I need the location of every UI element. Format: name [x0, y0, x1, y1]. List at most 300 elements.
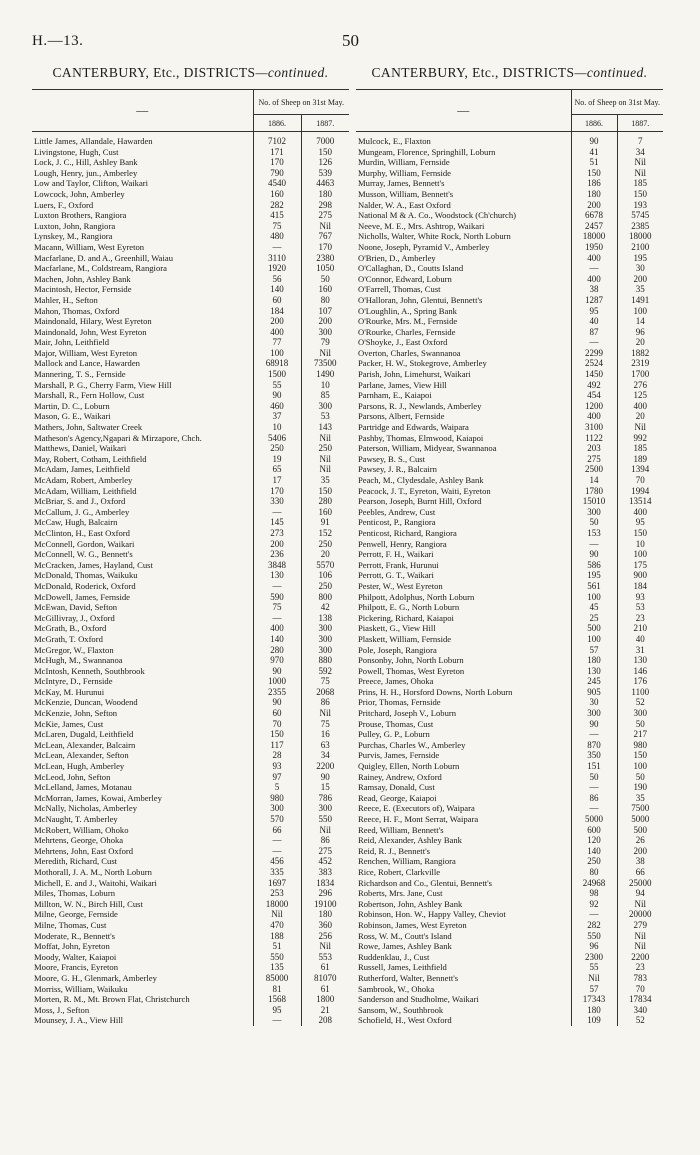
sheep-1887: 250 [301, 443, 349, 454]
sheep-1886: 57 [571, 984, 617, 995]
table-row [32, 178, 349, 189]
owner-name: Luxton Brothers, Rangiora [34, 210, 127, 221]
owner-name: Livingstone, Hugh, Cust [34, 146, 119, 157]
sheep-1886: 25 [571, 613, 617, 624]
right-title-main: CANTERBURY, Etc., DISTRICTS [371, 65, 575, 80]
sheep-1887: 16 [301, 729, 349, 740]
owner-name: Ross, W. M., Coutt's Island [358, 930, 452, 941]
sheep-1887: 143 [301, 422, 349, 433]
table-row [356, 422, 663, 433]
table-row [356, 719, 663, 730]
sheep-1886: 90 [571, 132, 617, 147]
sheep-1886: — [253, 242, 301, 253]
sheep-1886: 2524 [571, 358, 617, 369]
table-row [356, 189, 663, 200]
sheep-1887: 70 [617, 984, 663, 995]
table-row [32, 443, 349, 454]
table-row [356, 581, 663, 592]
table-row [32, 1015, 349, 1026]
owner-name: Machen, John, Ashley Bank [34, 273, 131, 284]
table-row [32, 962, 349, 973]
sheep-1887: 90 [301, 772, 349, 783]
table-row [32, 528, 349, 539]
sheep-1887: 38 [617, 856, 663, 867]
table-row [356, 210, 663, 221]
owner-name: Pester, W., West Eyreton [358, 580, 443, 591]
owner-name: O'Shoyke, J., East Oxford [358, 337, 448, 348]
sheep-1886: 186 [571, 178, 617, 189]
owner-name: Major, William, West Eyreton [34, 347, 138, 358]
sheep-1886: 245 [571, 676, 617, 687]
table-row [32, 878, 349, 889]
owner-name: McCracken, James, Hayland, Cust [34, 559, 153, 570]
sheep-1887: 35 [617, 284, 663, 295]
sheep-1886: 330 [253, 496, 301, 507]
owner-name: Marshall, P. G., Cherry Farm, View Hill [34, 379, 172, 390]
sheep-1886: 180 [571, 655, 617, 666]
table-row [32, 327, 349, 338]
sheep-1886: 335 [253, 867, 301, 878]
sheep-1886: 200 [253, 316, 301, 327]
owner-name: Peacock, J. T., Eyreton, Waiti, Eyreton [358, 485, 491, 496]
sheep-1887: 7000 [301, 132, 349, 147]
sheep-1886: 140 [253, 284, 301, 295]
sheep-1887: 93 [617, 592, 663, 603]
table-row [32, 337, 349, 348]
owner-name: Plaskett, William, Fernside [358, 633, 452, 644]
sheep-1886: 1568 [253, 994, 301, 1005]
sheep-1886: 51 [571, 157, 617, 168]
sheep-1886: 5000 [571, 814, 617, 825]
sheep-1887: 7500 [617, 803, 663, 814]
sheep-1886: 93 [253, 761, 301, 772]
sheep-1887: 180 [301, 189, 349, 200]
owner-name: Rainey, Andrew, Oxford [358, 771, 442, 782]
owner-name: Moore, Francis, Eyreton [34, 962, 119, 973]
table-row [32, 899, 349, 910]
owner-name: Purchas, Charles W., Amberley [358, 739, 466, 750]
sheep-1886: 81 [253, 984, 301, 995]
sheep-1887: 193 [617, 200, 663, 211]
sheep-1886: 480 [253, 231, 301, 242]
sheep-1886: 55 [253, 380, 301, 391]
table-row [32, 496, 349, 507]
sheep-1887: 85 [301, 390, 349, 401]
table-row [32, 645, 349, 656]
table-row [32, 132, 349, 147]
owner-name: McLelland, James, Motanau [34, 782, 132, 793]
owner-name: McKenzie, Duncan, Woodend [34, 697, 138, 708]
sheep-1887: 126 [301, 157, 349, 168]
sheep-1886: — [571, 803, 617, 814]
owner-name: Rice, Robert, Clarkville [358, 866, 441, 877]
owner-name: Pashby, Thomas, Elmwood, Kaiapoi [358, 432, 484, 443]
sheep-1887: Nil [301, 825, 349, 836]
table-row [32, 666, 349, 677]
table-row [356, 178, 663, 189]
table-row [356, 909, 663, 920]
sheep-1886: 470 [253, 920, 301, 931]
sheep-1887: 176 [617, 676, 663, 687]
table-row [32, 348, 349, 359]
owner-name: Perrott, F. H., Waikari [358, 549, 434, 560]
owner-name: Millton, W. N., Birch Hill, Cust [34, 898, 143, 909]
owner-name: Powell, Thomas, West Eyreton [358, 665, 465, 676]
sheep-1886: 95 [253, 1005, 301, 1016]
sheep-1887: 800 [301, 592, 349, 603]
table-row [32, 231, 349, 242]
sheep-1887: 150 [301, 486, 349, 497]
table-row [32, 920, 349, 931]
table-row [356, 793, 663, 804]
table-row [356, 973, 663, 984]
sheep-1887: 25000 [617, 878, 663, 889]
table-row [32, 221, 349, 232]
sheep-1886: 3100 [571, 422, 617, 433]
owner-name: Moffat, John, Eyreton [34, 941, 110, 952]
sheep-1887: Nil [617, 422, 663, 433]
sheep-1887: 300 [301, 623, 349, 634]
owner-name: Penticost, P., Rangiora [358, 517, 436, 528]
sheep-1886: 600 [571, 825, 617, 836]
owner-name: Piaskett, G., View Hill [358, 623, 436, 634]
table-row [356, 602, 663, 613]
owner-name: Robinson, James, West Eyreton [358, 919, 467, 930]
sheep-1887: Nil [301, 464, 349, 475]
sheep-1886: 1122 [571, 433, 617, 444]
owner-name: McLean, Alexander, Sefton [34, 750, 129, 761]
owner-name: Rowe, James, Ashley Bank [358, 941, 452, 952]
sheep-1887: 73500 [301, 358, 349, 369]
sheep-1886: 1450 [571, 369, 617, 380]
table-row [356, 263, 663, 274]
sheep-1887: 400 [617, 401, 663, 412]
sheep-1886: 3110 [253, 253, 301, 264]
table-row [32, 358, 349, 369]
sheep-1887: 150 [617, 528, 663, 539]
sheep-1886: 90 [571, 719, 617, 730]
sheep-1887: 400 [617, 507, 663, 518]
owner-name: Mathers, John, Saltwater Creek [34, 422, 143, 433]
left-name-header: — [32, 90, 253, 132]
page-reference: H.—13. [32, 33, 84, 49]
sheep-1886: 160 [253, 189, 301, 200]
sheep-1887: 185 [617, 178, 663, 189]
sheep-1887: 91 [301, 517, 349, 528]
sheep-1887: 63 [301, 740, 349, 751]
sheep-1886: 180 [571, 189, 617, 200]
sheep-1886: 68918 [253, 358, 301, 369]
sheep-1887: 66 [617, 867, 663, 878]
sheep-1886: 200 [253, 539, 301, 550]
table-row [356, 284, 663, 295]
sheep-1886: 85000 [253, 973, 301, 984]
sheep-1886: 456 [253, 856, 301, 867]
owner-name: Purvis, James, Fernside [358, 750, 440, 761]
table-row [32, 390, 349, 401]
sheep-1887: Nil [301, 708, 349, 719]
sheep-1886: 5 [253, 782, 301, 793]
table-row [32, 581, 349, 592]
sheep-1886: 275 [571, 454, 617, 465]
owner-name: Reid, R. J., Bennett's [358, 845, 430, 856]
sheep-1886: 400 [571, 253, 617, 264]
sheep-1887: 175 [617, 560, 663, 571]
owner-name: O'Farrell, Thomas, Cust [358, 284, 441, 295]
table-row [32, 973, 349, 984]
sheep-1887: 1882 [617, 348, 663, 359]
sheep-1887: 79 [301, 337, 349, 348]
sheep-1887: 992 [617, 433, 663, 444]
sheep-1886: 460 [253, 401, 301, 412]
owner-name: Pole, Joseph, Rangiora [358, 644, 437, 655]
table-row [32, 846, 349, 857]
owner-name: Robinson, Hon. W., Happy Valley, Cheviot [358, 909, 506, 920]
sheep-1886: 150 [571, 168, 617, 179]
table-row [32, 655, 349, 666]
sheep-1887: 61 [301, 984, 349, 995]
sheep-1886: 15010 [571, 496, 617, 507]
sheep-1886: 400 [253, 327, 301, 338]
sheep-1886: 400 [571, 411, 617, 422]
sheep-1886: 195 [571, 570, 617, 581]
table-row [32, 623, 349, 634]
sheep-1886: 40 [571, 316, 617, 327]
sheep-1886: 96 [571, 941, 617, 952]
table-row [32, 147, 349, 158]
sheep-1887: 75 [301, 676, 349, 687]
owner-name: McAdam, William, Leithfield [34, 485, 137, 496]
table-row [356, 676, 663, 687]
owner-name: Prins, H. H., Horsford Downs, North Loburn [358, 686, 513, 697]
table-row [356, 623, 663, 634]
right-sheep-table [356, 89, 663, 1026]
sheep-1887: 767 [301, 231, 349, 242]
sheep-1886: 3848 [253, 560, 301, 571]
sheep-1886: 300 [571, 708, 617, 719]
sheep-1887: 300 [301, 645, 349, 656]
owner-name: Parish, John, Limehurst, Waikari [358, 369, 471, 380]
owner-name: Murray, James, Bennett's [358, 178, 445, 189]
sheep-1887: 35 [301, 475, 349, 486]
sheep-1887: 553 [301, 952, 349, 963]
sheep-1886: Nil [253, 909, 301, 920]
sheep-1887: 146 [617, 666, 663, 677]
sheep-1887: 300 [301, 803, 349, 814]
owner-name: Low and Taylor, Clifton, Waikari [34, 178, 149, 189]
table-row [356, 147, 663, 158]
sheep-1886: 18000 [571, 231, 617, 242]
sheep-1887: 250 [301, 581, 349, 592]
owner-name: Morten, R. M., Mt. Brown Flat, Christchurch [34, 994, 190, 1005]
sheep-1887: 53 [301, 411, 349, 422]
sheep-1886: 1697 [253, 878, 301, 889]
owner-name: Prior, Thomas, Fernside [358, 697, 441, 708]
sheep-1887: 300 [301, 327, 349, 338]
table-row [32, 507, 349, 518]
sheep-1887: 5570 [301, 560, 349, 571]
sheep-1887: 125 [617, 390, 663, 401]
sheep-1886: 500 [571, 623, 617, 634]
sheep-1887: 592 [301, 666, 349, 677]
owner-name: Mehrtens, John, East Oxford [34, 845, 134, 856]
sheep-1887: 1100 [617, 687, 663, 698]
owner-name: Moss, J., Sefton [34, 1004, 90, 1015]
sheep-1886: 171 [253, 147, 301, 158]
sheep-1887: 2380 [301, 253, 349, 264]
sheep-1887: Nil [617, 168, 663, 179]
right-column [356, 64, 663, 1026]
table-row [356, 613, 663, 624]
owner-name: McKenzie, John, Sefton [34, 708, 118, 719]
sheep-1887: 50 [617, 719, 663, 730]
owner-name: Maindonald, John, West Eyreton [34, 326, 147, 337]
sheep-1887: 35 [617, 793, 663, 804]
owner-name: Packer, H. W., Stokegrove, Amberley [358, 358, 487, 369]
owner-name: Reece, E. (Executors of), Waipara [358, 803, 475, 814]
sheep-1886: 95 [571, 306, 617, 317]
owner-name: Penticost, Richard, Rangiora [358, 527, 457, 538]
table-row [356, 835, 663, 846]
sheep-1886: — [253, 1015, 301, 1026]
left-column-title [32, 64, 349, 82]
sheep-1887: Nil [301, 433, 349, 444]
owner-name: Michell, E. and J., Waitohi, Waikari [34, 877, 157, 888]
owner-name: Russell, James, Leithfield [358, 962, 447, 973]
table-row [356, 645, 663, 656]
table-row [356, 132, 663, 147]
sheep-1886: 100 [253, 348, 301, 359]
table-row [356, 369, 663, 380]
sheep-1887: 138 [301, 613, 349, 624]
left-title-main: CANTERBURY, Etc., DISTRICTS [52, 65, 256, 80]
sheep-1886: 282 [571, 920, 617, 931]
sheep-1886: 180 [571, 1005, 617, 1016]
table-row [356, 846, 663, 857]
sheep-1887: 2100 [617, 242, 663, 253]
table-row [356, 708, 663, 719]
sheep-1886: 1780 [571, 486, 617, 497]
sheep-1886: 1200 [571, 401, 617, 412]
sheep-1886: 188 [253, 931, 301, 942]
sheep-1886: 75 [253, 602, 301, 613]
table-row [32, 856, 349, 867]
table-row [356, 697, 663, 708]
table-row [356, 888, 663, 899]
table-row [32, 835, 349, 846]
table-row [32, 464, 349, 475]
sheep-1887: 1394 [617, 464, 663, 475]
sheep-1887: 152 [301, 528, 349, 539]
owner-name: Robertson, John, Ashley Bank [358, 898, 463, 909]
owner-name: O'Callaghan, D., Coutts Island [358, 263, 464, 274]
owner-name: Preece, James, Ohoka [358, 676, 434, 687]
sheep-1886: — [253, 507, 301, 518]
sheep-1886: 1920 [253, 263, 301, 274]
sheep-1886: — [253, 613, 301, 624]
table-row [32, 931, 349, 942]
sheep-1887: Nil [301, 454, 349, 465]
sheep-1886: 970 [253, 655, 301, 666]
owner-name: McDowell, James, Fernside [34, 591, 130, 602]
table-row [356, 200, 663, 211]
owner-name: Ponsonby, John, North Loburn [358, 655, 464, 666]
owner-name: Macintosh, Hector, Fernside [34, 284, 132, 295]
sheep-1887: 200 [617, 846, 663, 857]
table-row [356, 348, 663, 359]
sheep-1887: 31 [617, 645, 663, 656]
table-row [356, 475, 663, 486]
owner-name: McIntosh, Kenneth, Southbrook [34, 665, 145, 676]
table-row [32, 295, 349, 306]
sheep-1886: 5406 [253, 433, 301, 444]
sheep-1887: 539 [301, 168, 349, 179]
owner-name: Parsons, R. J., Newlands, Amberley [358, 400, 482, 411]
sheep-1886: — [571, 337, 617, 348]
sheep-1886: 18000 [253, 899, 301, 910]
sheep-1886: 14 [571, 475, 617, 486]
sheep-1887: 2068 [301, 687, 349, 698]
table-row [356, 740, 663, 751]
sheep-1887: 19100 [301, 899, 349, 910]
sheep-1887: 2200 [301, 761, 349, 772]
table-row [356, 570, 663, 581]
owner-name: McCallum, J. G., Amberley [34, 506, 130, 517]
table-row [356, 878, 663, 889]
sheep-1887: 275 [301, 210, 349, 221]
sheep-1887: 210 [617, 623, 663, 634]
sheep-1887: 980 [617, 740, 663, 751]
table-row [32, 634, 349, 645]
sheep-1887: 1700 [617, 369, 663, 380]
table-row [32, 729, 349, 740]
owner-name: McCaw, Hugh, Balcairn [34, 517, 118, 528]
table-row [356, 157, 663, 168]
sheep-1886: 17343 [571, 994, 617, 1005]
left-year-1886: 1886. [253, 115, 301, 132]
owner-name: Nalder, W. A., East Oxford [358, 199, 451, 210]
table-row [356, 687, 663, 698]
sheep-1887: Nil [617, 931, 663, 942]
sheep-1887: 107 [301, 306, 349, 317]
owner-name: McRobert, William, Ohoko [34, 824, 129, 835]
owner-name: Pawsey, B. S., Cust [358, 453, 426, 464]
sheep-1887: 106 [301, 570, 349, 581]
sheep-1886: 6678 [571, 210, 617, 221]
table-row [356, 931, 663, 942]
sheep-1887: 42 [301, 602, 349, 613]
table-row [356, 750, 663, 761]
sheep-1887: 256 [301, 931, 349, 942]
sheep-1887: 180 [301, 909, 349, 920]
sheep-1887: 23 [617, 613, 663, 624]
table-row [356, 380, 663, 391]
sheep-1886: — [253, 846, 301, 857]
table-row [356, 411, 663, 422]
owner-name: McLean, Alexander, Balcairn [34, 739, 136, 750]
table-row [32, 793, 349, 804]
table-row [356, 634, 663, 645]
sheep-1886: 203 [571, 443, 617, 454]
owner-name: Lynskey, M., Rangiora [34, 231, 113, 242]
sheep-1886: 153 [571, 528, 617, 539]
sheep-1886: 550 [571, 931, 617, 942]
owner-name: Parnham, E., Kaiapoi [358, 390, 432, 401]
owner-name: Nicholls, Walter, White Rock, North Loburn [358, 231, 511, 242]
sheep-1887: 1491 [617, 295, 663, 306]
owner-name: Pritchard, Joseph V., Loburn [358, 708, 457, 719]
owner-name: Macfarlane, M., Coldstream, Rangiora [34, 263, 167, 274]
